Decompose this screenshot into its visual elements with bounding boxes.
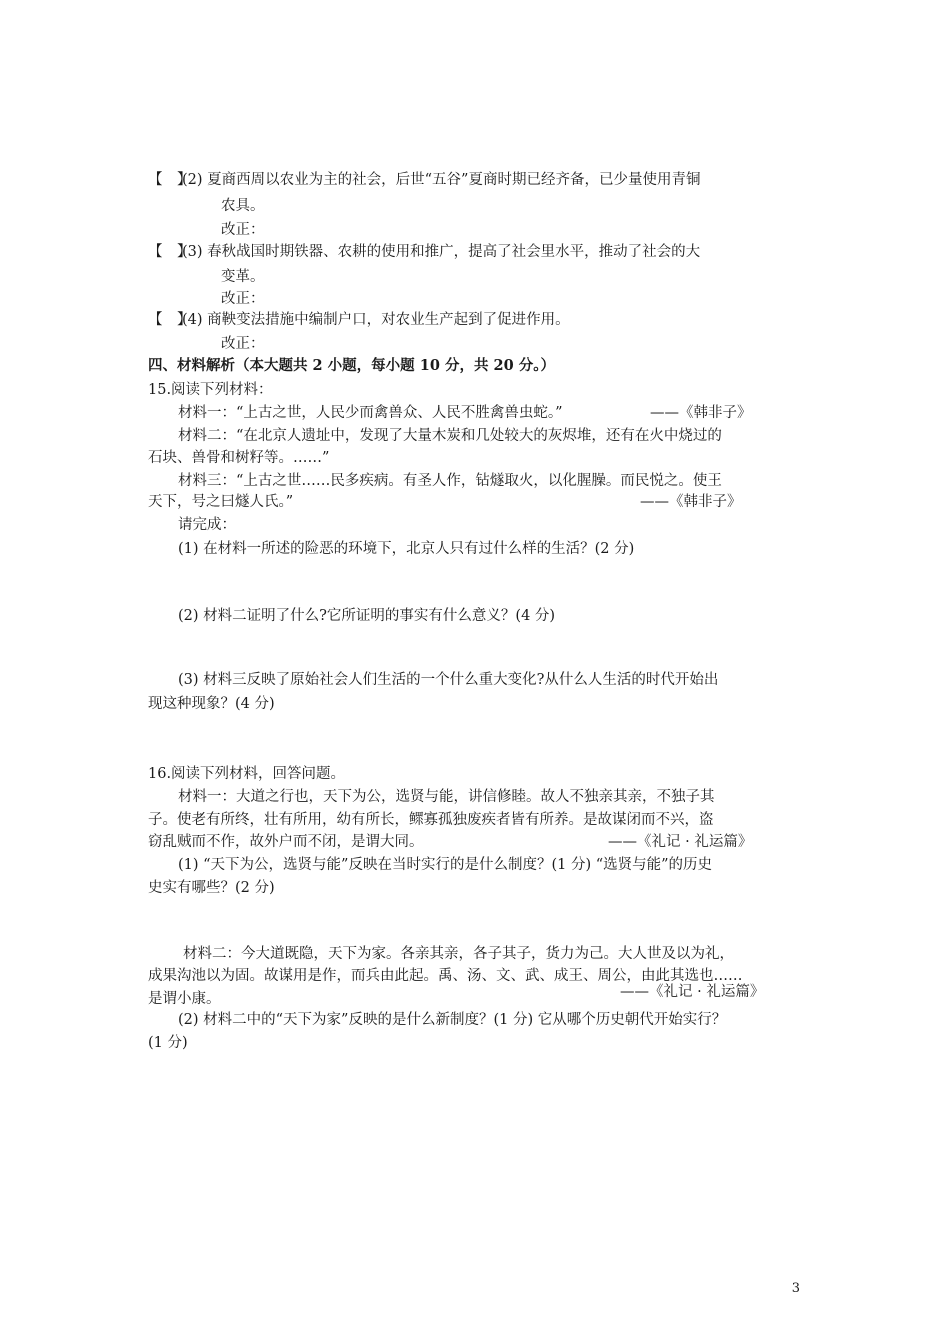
q16-question-1-line1: (1) “天下为公，选贤与能”反映在当时实行的是什么制度？(1 分) “选贤与能”的历史: [178, 857, 713, 873]
q16-material-1-line2: 子。使老有所终，壮有所用，幼有所长，鳏寡孤独废疾者皆有所养。是故谋闭而不兴，盗: [148, 812, 714, 828]
q16-intro: 16.阅读下列材料，回答问题。: [148, 766, 346, 782]
q16-material-2-line1: 材料二：今大道既隐，天下为家。各亲其亲，各子其子，货力为己。大人世及以为礼，: [183, 946, 734, 962]
q16-material-1-line3: 窃乱贼而不作，故外户而不闭，是谓大同。: [148, 834, 424, 850]
q16-question-1-line2: 史实有哪些？(2 分): [148, 880, 275, 896]
judge-item-4-fix: 改正：: [221, 336, 265, 352]
section-heading: [148, 354, 555, 375]
section-subtitle: （本大题共 2 小题，每小题 10 分，共 20 分。）: [235, 357, 555, 374]
section-title: 四、材料解析: [148, 357, 235, 374]
q15-material-1-source: ——《韩非子》: [650, 405, 752, 421]
q16-material-1-source: ——《礼记 · 礼运篇》: [608, 834, 753, 850]
q16-material-1-line1: 材料一：大道之行也，天下为公，选贤与能，讲信修睦。故人不独亲其亲，不独子其: [178, 789, 715, 805]
answer-bracket-2[interactable]: 【 】: [148, 172, 192, 188]
page-number: 3: [791, 1281, 800, 1296]
judge-item-3-line2: 变革。: [221, 269, 265, 285]
q15-question-3-line2: 现这种现象？(4 分): [148, 696, 275, 712]
judge-item-3-line1: (3) 春秋战国时期铁器、农耕的使用和推广，提高了社会里水平，推动了社会的大: [182, 244, 701, 260]
q15-material-2-line2: 石块、兽骨和树籽等。……”: [148, 450, 330, 466]
judge-item-2-line2: 农具。: [221, 198, 265, 214]
q15-intro: 15.阅读下列材料：: [148, 382, 273, 398]
judge-item-2-fix: 改正：: [221, 222, 265, 238]
q15-material-1: 材料一：“上古之世，人民少而禽兽众、人民不胜禽兽虫蛇。”: [178, 405, 563, 421]
judge-item-3-fix: 改正：: [221, 291, 265, 307]
judge-item-2-line1: (2) 夏商西周以农业为主的社会，后世“五谷”夏商时期已经齐备，已少量使用青铜: [182, 172, 701, 188]
q15-material-3-line2: 天下，号之曰燧人氏。”: [148, 494, 294, 510]
q15-question-1: (1) 在材料一所述的险恶的环境下，北京人只有过什么样的生活？(2 分): [178, 541, 635, 557]
judge-item-4-line1: (4) 商鞅变法措施中编制户口，对农业生产起到了促进作用。: [182, 312, 570, 328]
q15-material-2-line1: 材料二：“在北京人遗址中，发现了大量木炭和几处较大的灰烬堆，还有在火中烧过的: [178, 428, 722, 444]
q15-material-3-line1: 材料三：“上古之世……民多疾病。有圣人作，钻燧取火，以化腥臊。而民悦之。使王: [178, 473, 722, 489]
q15-question-2: (2) 材料二证明了什么?它所证明的事实有什么意义？(4 分): [178, 608, 556, 624]
q15-question-3-line1: (3) 材料三反映了原始社会人们生活的一个什么重大变化?从什么人生活的时代开始出: [178, 672, 719, 688]
q16-question-2-line2: (1 分): [148, 1035, 188, 1051]
q16-material-2-source: ——《礼记 · 礼运篇》: [620, 984, 765, 1000]
q16-material-2-line2: 成果沟池以为固。故谋用是作，而兵由此起。禹、汤、文、武、成王、周公，由此其选也……: [148, 968, 743, 984]
q16-material-2-line3: 是谓小康。: [148, 991, 221, 1007]
q15-prompt: 请完成：: [178, 517, 236, 533]
answer-bracket-4[interactable]: 【 】: [148, 312, 192, 328]
q15-material-3-source: ——《韩非子》: [640, 494, 742, 510]
q16-question-2-line1: (2) 材料二中的“天下为家”反映的是什么新制度？(1 分) 它从哪个历史朝代开始实行？: [178, 1012, 727, 1028]
answer-bracket-3[interactable]: 【 】: [148, 244, 192, 260]
